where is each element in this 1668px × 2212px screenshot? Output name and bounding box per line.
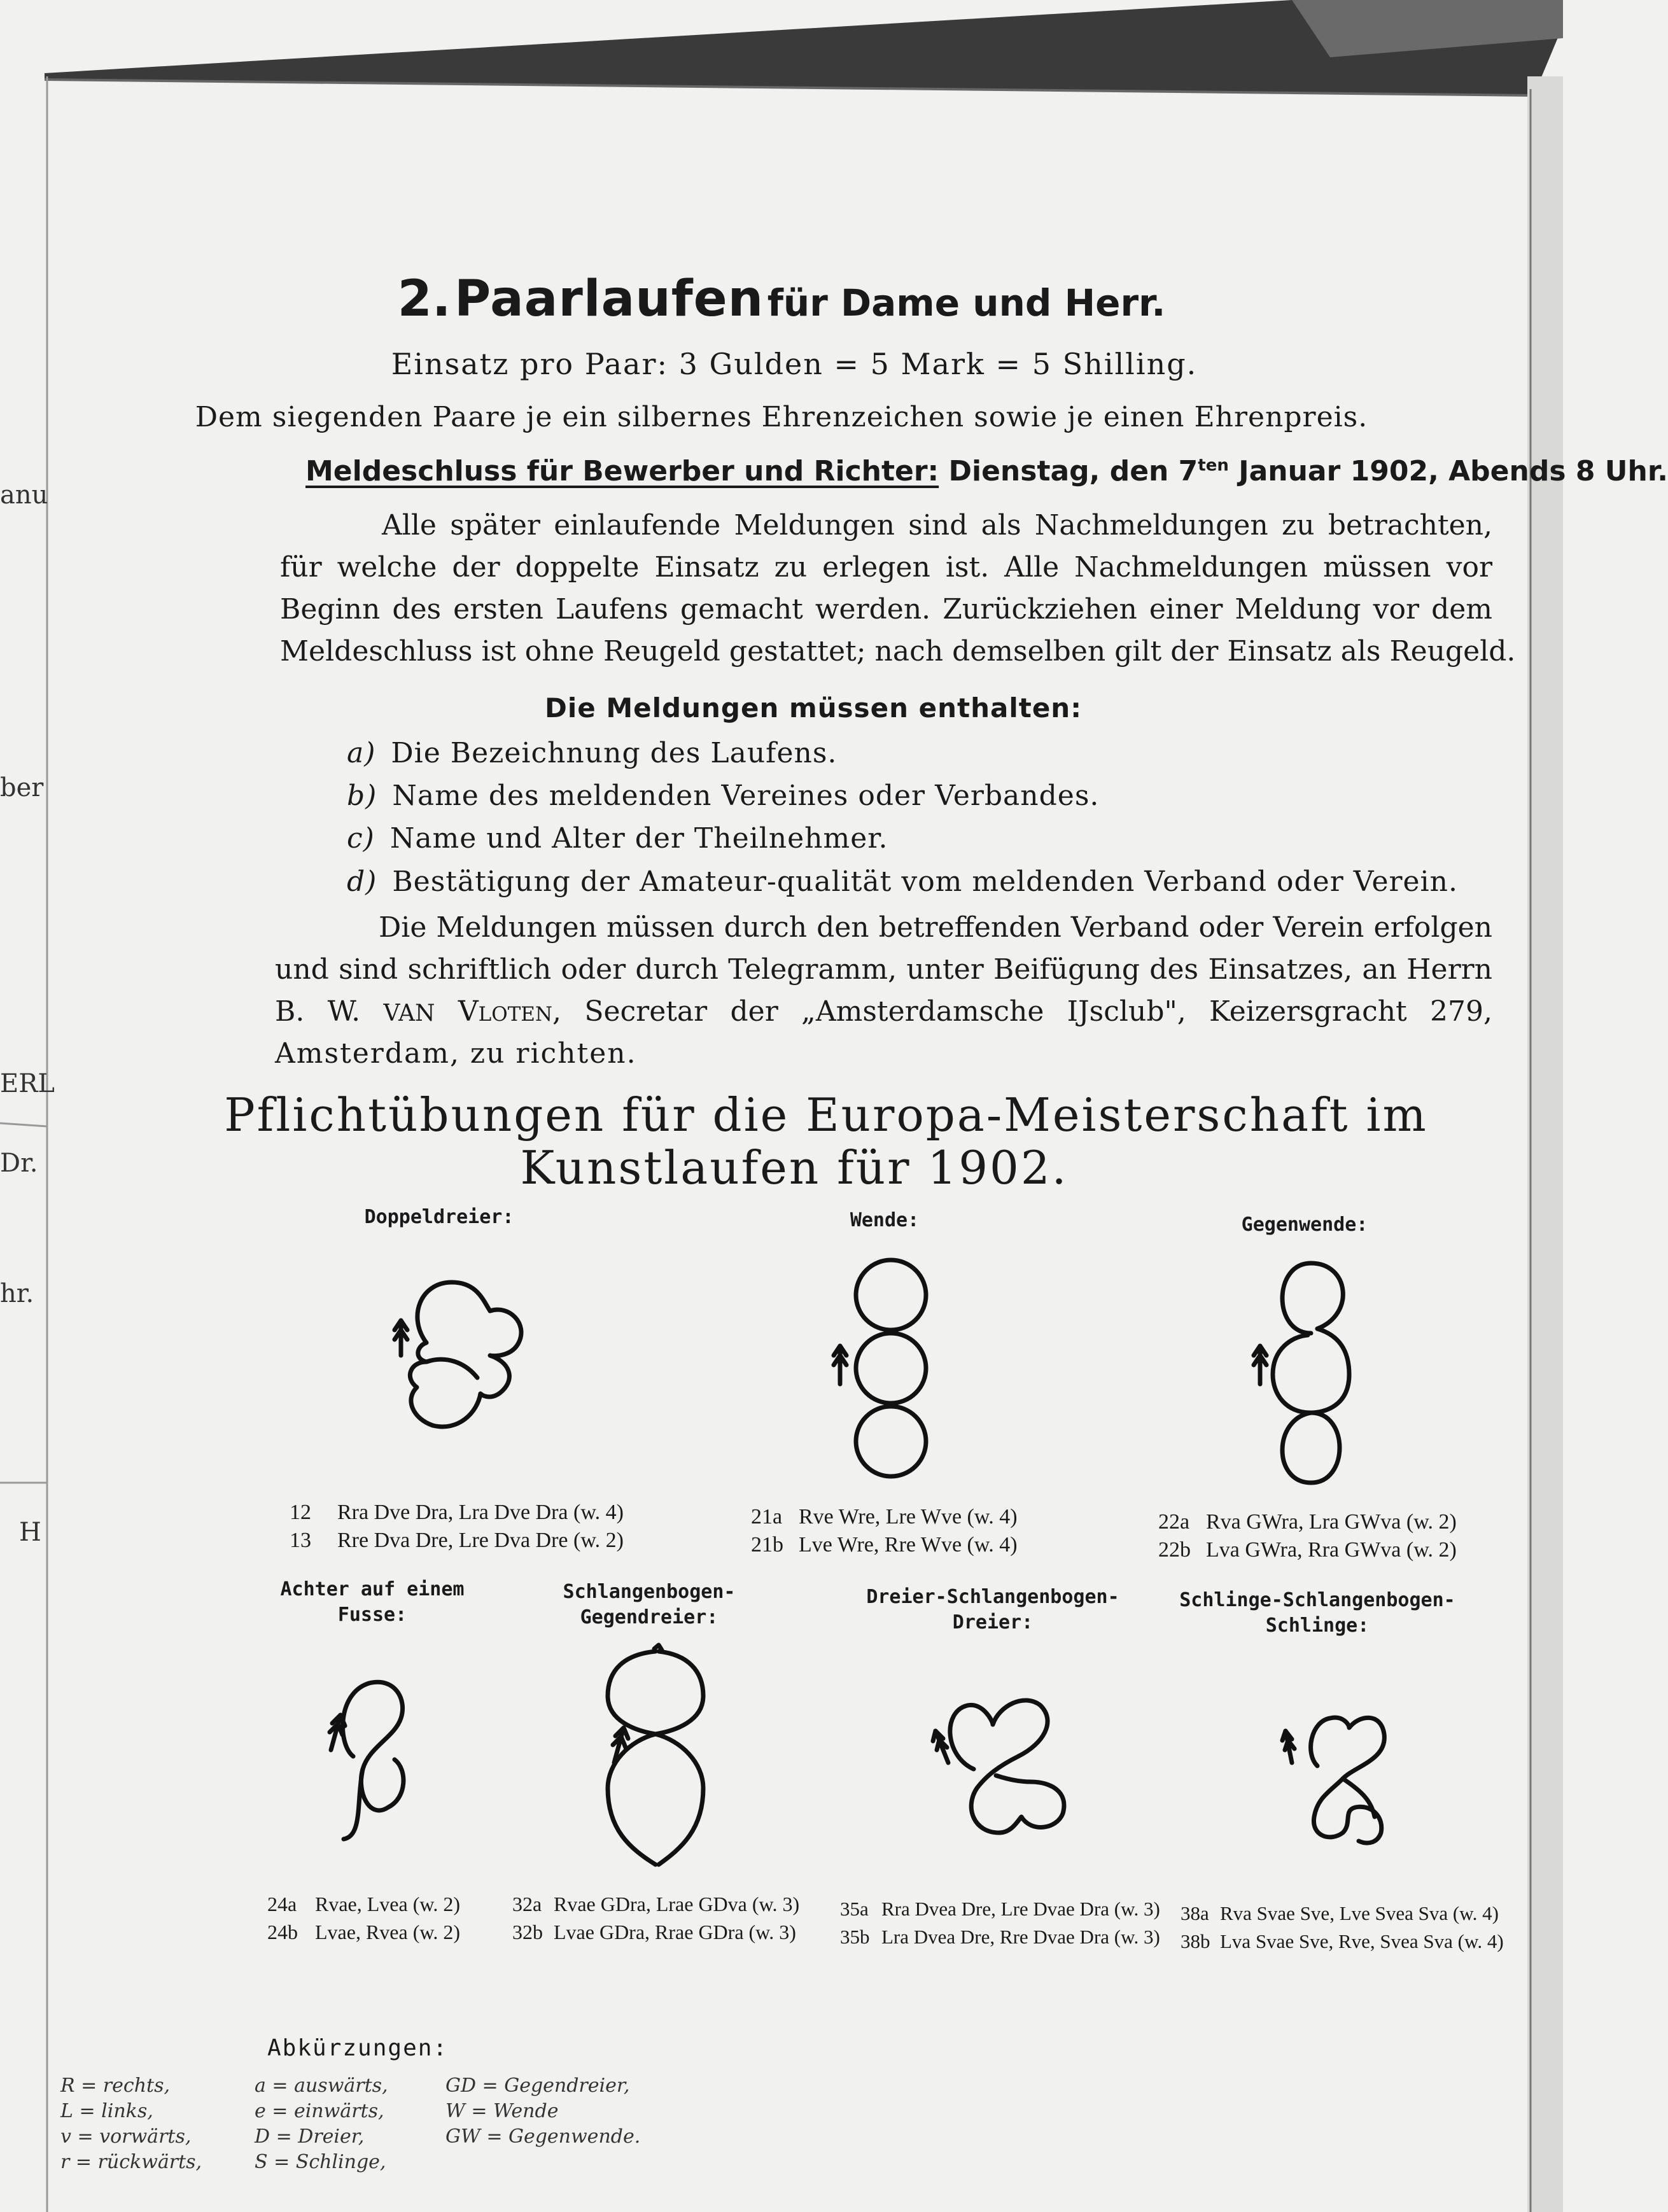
- fig-title-gegenwende: Gegenwende:: [1241, 1214, 1368, 1236]
- codes-gegenwende: 22a Rva GWra, Lra GWva (w. 2) 22b Lva GWra, Rra GWva (w. 2): [1158, 1510, 1457, 1562]
- requirement-letter: c): [347, 822, 375, 855]
- paragraph2-line3: B. W. VAN Vloten, Secretar der „Amsterdamsche IJsclub", Keizersgracht 279,: [275, 995, 1492, 1028]
- requirement-text: Name des meldenden Vereines oder Verbandes.: [392, 780, 1100, 812]
- paragraph1-line1: Alle später einlaufende Meldungen sind als Nachmeldungen zu betrachten,: [382, 509, 1492, 542]
- edge-fragment-4: Dr.: [0, 1149, 38, 1178]
- figures-heading-line1: Pflichtübungen für die Europa-Meisterschaft im: [224, 1088, 1428, 1142]
- abbreviations-col2: a = auswärts, e = einwärts, D = Dreier, S = Schlinge,: [255, 2075, 388, 2173]
- abbreviations-heading: Abkürzungen:: [267, 2035, 449, 2061]
- paragraph1-line2: für welche der doppelte Einsatz zu erlegen ist. Alle Nachmeldungen müssen vor: [280, 551, 1492, 584]
- heading-title: Paarlaufen: [454, 270, 764, 328]
- edge-fragment-1: anu: [0, 480, 48, 510]
- fig-title-wende: Wende:: [850, 1209, 920, 1231]
- paragraph2-line4: Amsterdam, zu richten.: [275, 1037, 637, 1070]
- requirement-text: Die Bezeichnung des Laufens.: [391, 737, 838, 769]
- figures-heading-line2: Kunstlaufen für 1902.: [520, 1141, 1069, 1194]
- codes-dreier-schlangenbogen: 35a Rra Dvea Dre, Lre Dvae Dra (w. 3) 35b Lra Dvea Dre, Rre Dvae Dra (w. 3): [840, 1898, 1160, 1948]
- paragraph1-line3: Beginn des ersten Laufens gemacht werden. Zurückziehen einer Meldung vor dem: [280, 593, 1492, 626]
- figure-gegenwende: [1247, 1254, 1375, 1495]
- requirement-letter: b): [347, 780, 377, 812]
- edge-fragment-2: ber: [0, 773, 44, 802]
- paragraph1-line4: Meldeschluss ist ohne Reugeld gestattet; nach demselben gilt der Einsatz als Reugeld.: [280, 635, 1516, 668]
- deadline-line: [305, 455, 1668, 487]
- figure-schlinge-schlangenbogen-schlinge: [1279, 1690, 1406, 1849]
- requirement-item: [347, 865, 1458, 898]
- requirement-text: Bestätigung der Amateur-qualität vom meldenden Verband oder Verein.: [392, 865, 1458, 898]
- edge-fragment-5: hr.: [0, 1279, 34, 1308]
- requirement-text: Name und Alter der Theilnehmer.: [389, 822, 888, 855]
- figure-dreier-schlangenbogen-dreier: [929, 1686, 1069, 1845]
- edge-fragment-6: H: [19, 1518, 41, 1547]
- figure-achter-auf-einem-fusse: [318, 1674, 420, 1858]
- requirement-item: [347, 737, 837, 769]
- fig-title-dreier-schlangenbogen: Dreier-Schlangenbogen- Dreier:: [866, 1586, 1119, 1634]
- requirements-heading: Die Meldungen müssen enthalten:: [544, 692, 1082, 724]
- page-heading: [0, 270, 1563, 328]
- fig-title-achter: Achter auf einem Fusse:: [280, 1578, 465, 1626]
- requirement-letter: a): [347, 737, 376, 769]
- requirement-letter: d): [347, 865, 377, 898]
- edge-fragment-3: ERL: [0, 1069, 55, 1098]
- abbreviations-col1: R = rechts, L = links, v = vorwärts, r = rückwärts,: [60, 2075, 202, 2173]
- heading-subtitle: für Dame und Herr.: [767, 281, 1166, 325]
- heading-number: 2.: [397, 270, 451, 328]
- codes-schlangenbogen-gegendreier: 32a Rvae GDra, Lrae GDva (w. 3) 32b Lvae GDra, Rrae GDra (w. 3): [512, 1893, 800, 1943]
- codes-achter: 24a Rvae, Lvea (w. 2) 24b Lvae, Rvea (w. 2): [267, 1893, 461, 1943]
- fig-title-schlangenbogen-gegendreier: Schlangenbogen- Gegendreier:: [563, 1581, 736, 1628]
- stake-line: Einsatz pro Paar: 3 Gulden = 5 Mark = 5 Shilling.: [391, 347, 1198, 381]
- figure-wende: [827, 1257, 955, 1486]
- figure-doppeldreier: [382, 1266, 547, 1457]
- figure-schlangenbogen-gegendreier: [598, 1645, 713, 1874]
- codes-doppeldreier: 12 Rra Dve Dra, Lra Dve Dra (w. 4) 13 Rre Dva Dre, Lre Dva Dre (w. 2): [290, 1501, 624, 1552]
- prize-line: Dem siegenden Paare je ein silbernes Ehrenzeichen sowie je einen Ehrenpreis.: [195, 401, 1368, 433]
- requirement-item: [347, 780, 1099, 812]
- deadline-label: Meldeschluss für Bewerber und Richter:: [305, 455, 939, 487]
- deadline-date: Dienstag, den $7^{ten}$ Januar 1902, Abends 8 Uhr.: [948, 455, 1668, 487]
- abbreviations-col3: GD = Gegendreier, W = Wende GW = Gegenwende.: [445, 2075, 641, 2148]
- requirement-item: [347, 822, 888, 855]
- paragraph2-line1: Die Meldungen müssen durch den betreffenden Verband oder Verein erfolgen: [379, 911, 1492, 944]
- codes-wende: 21a Rve Wre, Lre Wve (w. 4) 21b Lve Wre, Rre Wve (w. 4): [751, 1505, 1018, 1557]
- codes-schlinge-schlangenbogen: 38a Rva Svae Sve, Lve Svea Sva (w. 4) 38b Lva Svae Sve, Rve, Svea Sva (w. 4): [1181, 1902, 1504, 1952]
- paragraph2-line2: und sind schriftlich oder durch Telegramm, unter Beifügung des Einsatzes, an Herrn: [275, 953, 1492, 986]
- fig-title-schlinge-schlangenbogen: Schlinge-Schlangenbogen- Schlinge:: [1179, 1589, 1455, 1637]
- fig-title-doppeldreier: Doppeldreier:: [364, 1206, 514, 1228]
